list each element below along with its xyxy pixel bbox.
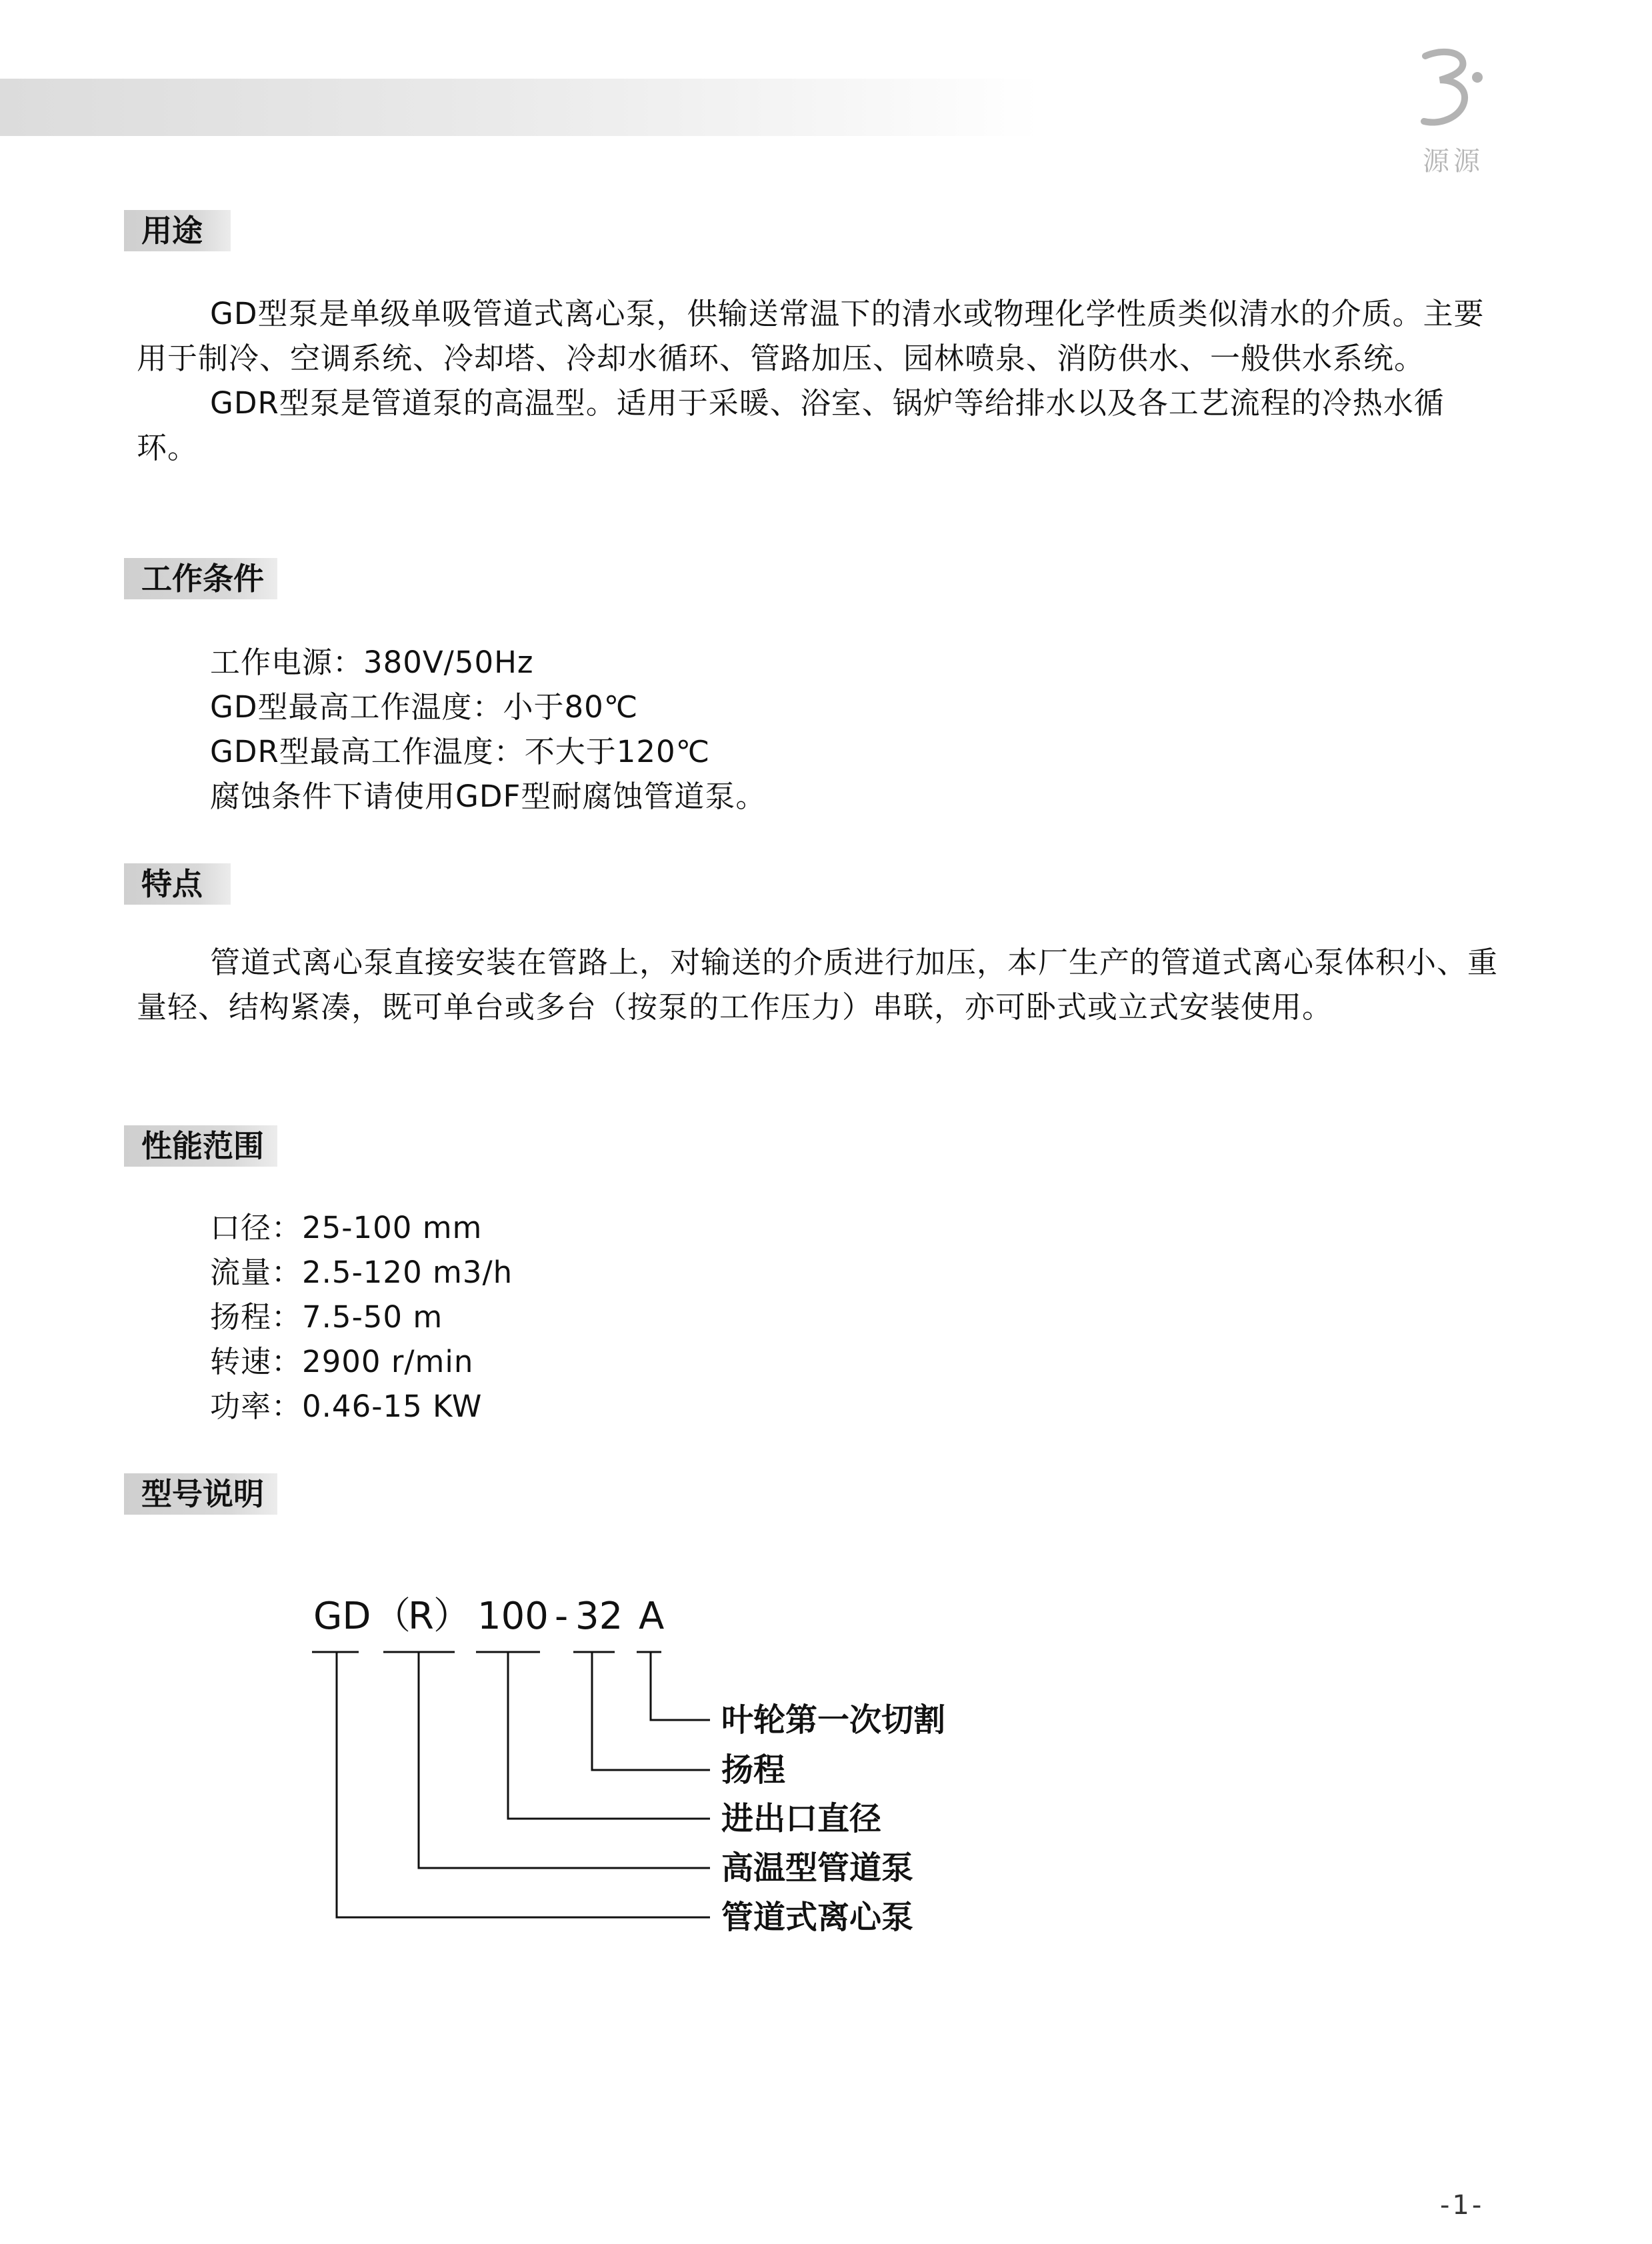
usage-paragraph-2: GDR型泵是管道泵的高温型。适用于采暖、浴室、锅炉等给排水以及各工艺流程的冷热水循环。 [137, 385, 1445, 465]
section-heading-conditions: 工作条件 [124, 558, 277, 599]
code-part-32: 32 [575, 1595, 623, 1638]
leader-line-gd [337, 1652, 710, 1917]
condition-item: GD型最高工作温度：小于80℃ [210, 689, 639, 725]
code-part-open-paren: （ [373, 1595, 411, 1638]
code-part-r: R [408, 1595, 434, 1638]
condition-item: 腐蚀条件下请使用GDF型耐腐蚀管道泵。 [210, 779, 767, 814]
code-part-100: 100 [477, 1595, 549, 1638]
performance-item: 功率：0.46-15 KW [210, 1389, 483, 1424]
desc-head: 扬程 [721, 1751, 786, 1789]
conditions-list [210, 640, 766, 819]
logo-mark-icon [1413, 47, 1493, 133]
desc-impeller-cut: 叶轮第一次切割 [721, 1701, 946, 1739]
features-text [137, 940, 1503, 1029]
leader-line-a [651, 1652, 710, 1720]
features-paragraph-1: 管道式离心泵直接安装在管路上，对输送的介质进行加压，本厂生产的管道式离心泵体积小、重量轻、结构紧凑，既可单台或多台（按泵的工作压力）串联，亦可卧式或立式安装使用。 [137, 945, 1499, 1025]
section-heading-model: 型号说明 [124, 1473, 277, 1515]
section-heading-features: 特点 [124, 863, 231, 905]
usage-paragraph-1: GD型泵是单级单吸管道式离心泵，供输送常温下的清水或物理化学性质类似清水的介质。主要用于制冷、空调系统、冷却塔、冷却水循环、管路加压、园林喷泉、消防供水、一般供水系统。 [137, 296, 1485, 376]
desc-inlet-diameter: 进出口直径 [721, 1800, 882, 1837]
desc-high-temp: 高温型管道泵 [721, 1849, 914, 1887]
performance-item: 口径：25-100 mm [210, 1210, 483, 1245]
condition-item: GDR型最高工作温度：不大于120℃ [210, 734, 711, 769]
usage-text [137, 291, 1503, 470]
leader-line-100 [508, 1652, 710, 1819]
code-part-close-paren: ） [433, 1595, 471, 1638]
company-logo [1400, 47, 1507, 177]
logo-text: 源源 [1423, 146, 1484, 177]
section-heading-usage: 用途 [124, 210, 231, 251]
performance-item: 流量：2.5-120 m3/h [210, 1255, 513, 1290]
performance-item: 扬程：7.5-50 m [210, 1299, 443, 1335]
section-heading-performance: 性能范围 [124, 1125, 277, 1167]
code-part-dash: - [555, 1595, 569, 1638]
header-gradient-band [0, 79, 1040, 136]
desc-pipeline-pump: 管道式离心泵 [721, 1899, 914, 1936]
code-part-gd: GD [313, 1595, 371, 1638]
condition-item: 工作电源：380V/50Hz [210, 645, 534, 680]
performance-list [210, 1205, 513, 1429]
performance-item: 转速：2900 r/min [210, 1344, 474, 1379]
page-number: -1- [1440, 2190, 1485, 2221]
code-part-a: A [639, 1595, 665, 1638]
leader-line-r [419, 1652, 710, 1868]
